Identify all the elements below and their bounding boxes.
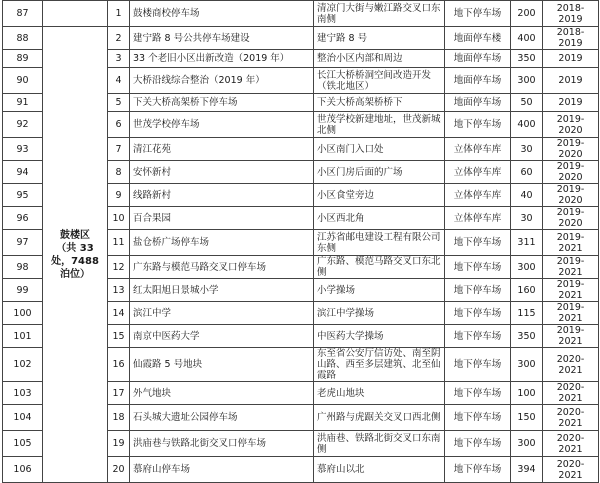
row-index: 95	[3, 184, 43, 207]
build-years: 2019	[543, 68, 599, 94]
space-count: 400	[511, 112, 543, 138]
build-years: 2019-2020	[543, 112, 599, 138]
parking-type: 地下停车场	[445, 302, 511, 325]
space-count: 160	[511, 279, 543, 302]
project-name: 慕府山停车场	[130, 457, 314, 483]
row-number: 4	[108, 68, 130, 94]
row-number: 17	[108, 382, 130, 405]
project-location: 洪庙巷、铁路北街交叉口东南侧	[314, 431, 445, 457]
row-number: 16	[108, 348, 130, 382]
row-index: 103	[3, 382, 43, 405]
row-number: 1	[108, 1, 130, 27]
parking-type: 地下停车场	[445, 279, 511, 302]
project-name: 石头城大遗址公园停车场	[130, 405, 314, 431]
project-location: 东至省公安厅信访处、南至阴山路、西至多层建筑、北至仙霞路	[314, 348, 445, 382]
parking-type: 地下停车场	[445, 230, 511, 256]
table-row	[3, 27, 599, 50]
space-count: 30	[511, 138, 543, 161]
space-count: 300	[511, 68, 543, 94]
project-location: 滨江中学操场	[314, 302, 445, 325]
project-name: 红太阳旭日景城小学	[130, 279, 314, 302]
build-years: 2018-2019	[543, 1, 599, 27]
build-years: 2020-2021	[543, 431, 599, 457]
space-count: 400	[511, 27, 543, 50]
project-location: 下关大桥高架桥桥下	[314, 94, 445, 112]
project-name: 清江花苑	[130, 138, 314, 161]
row-index: 96	[3, 207, 43, 230]
row-number: 7	[108, 138, 130, 161]
parking-type: 地面停车场	[445, 50, 511, 68]
project-location: 江苏省邮电建设工程有限公司东侧	[314, 230, 445, 256]
space-count: 100	[511, 382, 543, 405]
project-name: 百合果园	[130, 207, 314, 230]
table-body	[3, 1, 599, 483]
space-count: 200	[511, 1, 543, 27]
project-name: 外气地块	[130, 382, 314, 405]
parking-type: 地面停车楼	[445, 27, 511, 50]
project-name: 仙霞路 5 号地块	[130, 348, 314, 382]
row-index: 94	[3, 161, 43, 184]
project-location: 整治小区内部和周边	[314, 50, 445, 68]
row-index: 87	[3, 1, 43, 27]
project-location: 小区西北角	[314, 207, 445, 230]
district-cell	[43, 27, 108, 483]
project-name: 线路新村	[130, 184, 314, 207]
project-name: 滨江中学	[130, 302, 314, 325]
row-index: 93	[3, 138, 43, 161]
build-years: 2020-2021	[543, 405, 599, 431]
project-name: 南京中医药大学	[130, 325, 314, 348]
project-name: 洪庙巷与铁路北街交叉口停车场	[130, 431, 314, 457]
build-years: 2020-2021	[543, 457, 599, 483]
space-count: 311	[511, 230, 543, 256]
project-location: 广州路与虎踞关交叉口西北侧	[314, 405, 445, 431]
district-summary: （共 33 处，7488 泊位）	[51, 242, 99, 280]
row-index: 106	[3, 457, 43, 483]
project-location: 慕府山以北	[314, 457, 445, 483]
row-index: 90	[3, 68, 43, 94]
row-index: 92	[3, 112, 43, 138]
row-index: 100	[3, 302, 43, 325]
row-number: 13	[108, 279, 130, 302]
row-number: 20	[108, 457, 130, 483]
build-years: 2019-2021	[543, 325, 599, 348]
project-location: 长江大桥桥洞空间改造开发（铁北地区）	[314, 68, 445, 94]
parking-type: 地下停车场	[445, 348, 511, 382]
space-count: 300	[511, 431, 543, 457]
parking-type: 地下停车场	[445, 256, 511, 279]
row-index: 88	[3, 27, 43, 50]
space-count: 30	[511, 207, 543, 230]
row-number: 18	[108, 405, 130, 431]
parking-type: 地下停车场	[445, 325, 511, 348]
district-cell-top	[43, 1, 108, 27]
project-name: 建宁路 8 号公共停车场建设	[130, 27, 314, 50]
space-count: 60	[511, 161, 543, 184]
project-name: 鼓楼商校停车场	[130, 1, 314, 27]
build-years: 2019-2020	[543, 161, 599, 184]
project-name: 广东路与模范马路交叉口停车场	[130, 256, 314, 279]
project-location: 老虎山地块	[314, 382, 445, 405]
build-years: 2019-2020	[543, 138, 599, 161]
row-number: 6	[108, 112, 130, 138]
parking-type: 地下停车场	[445, 382, 511, 405]
table-row	[3, 1, 599, 27]
project-location: 广东路、模范马路交叉口东北侧	[314, 256, 445, 279]
project-location: 小学操场	[314, 279, 445, 302]
build-years: 2019-2021	[543, 230, 599, 256]
row-number: 3	[108, 50, 130, 68]
project-name: 33 个老旧小区出新改造（2019 年）	[130, 50, 314, 68]
project-name: 盐仓桥广场停车场	[130, 230, 314, 256]
row-index: 105	[3, 431, 43, 457]
row-number: 5	[108, 94, 130, 112]
space-count: 350	[511, 325, 543, 348]
build-years: 2019-2021	[543, 302, 599, 325]
row-index: 99	[3, 279, 43, 302]
row-index: 97	[3, 230, 43, 256]
row-index: 101	[3, 325, 43, 348]
parking-projects-table	[2, 0, 599, 483]
project-location: 清凉门大街与嫩江路交叉口东南侧	[314, 1, 445, 27]
build-years: 2019-2021	[543, 256, 599, 279]
parking-type: 地面停车场	[445, 68, 511, 94]
project-location: 世茂学校新建地址，世茂新城北侧	[314, 112, 445, 138]
row-index: 89	[3, 50, 43, 68]
space-count: 115	[511, 302, 543, 325]
space-count: 50	[511, 94, 543, 112]
project-location: 建宁路 8 号	[314, 27, 445, 50]
project-location: 中医药大学操场	[314, 325, 445, 348]
row-index: 104	[3, 405, 43, 431]
space-count: 300	[511, 348, 543, 382]
space-count: 350	[511, 50, 543, 68]
space-count: 394	[511, 457, 543, 483]
row-number: 10	[108, 207, 130, 230]
parking-type: 立体停车库	[445, 184, 511, 207]
space-count: 40	[511, 184, 543, 207]
district-name: 鼓楼区	[60, 229, 90, 241]
row-index: 91	[3, 94, 43, 112]
row-number: 14	[108, 302, 130, 325]
parking-type: 地下停车场	[445, 405, 511, 431]
build-years: 2020-2021	[543, 348, 599, 382]
project-location: 小区门房后面的广场	[314, 161, 445, 184]
row-number: 8	[108, 161, 130, 184]
project-location: 小区食堂旁边	[314, 184, 445, 207]
parking-type: 地下停车场	[445, 457, 511, 483]
parking-type: 地下停车场	[445, 431, 511, 457]
parking-type: 立体停车库	[445, 138, 511, 161]
row-index: 98	[3, 256, 43, 279]
build-years: 2019-2021	[543, 279, 599, 302]
build-years: 2019	[543, 94, 599, 112]
project-location: 小区南门入口处	[314, 138, 445, 161]
build-years: 2019	[543, 50, 599, 68]
parking-type: 地下停车场	[445, 112, 511, 138]
parking-type: 立体停车库	[445, 207, 511, 230]
row-number: 11	[108, 230, 130, 256]
parking-type: 立体停车库	[445, 161, 511, 184]
space-count: 150	[511, 405, 543, 431]
project-name: 世茂学校停车场	[130, 112, 314, 138]
parking-type: 地面停车场	[445, 94, 511, 112]
build-years: 2019-2020	[543, 207, 599, 230]
parking-type: 地下停车场	[445, 1, 511, 27]
build-years: 2020-2021	[543, 382, 599, 405]
row-number: 19	[108, 431, 130, 457]
project-name: 下关大桥高架桥下停车场	[130, 94, 314, 112]
row-number: 2	[108, 27, 130, 50]
row-index: 102	[3, 348, 43, 382]
project-name: 大桥沿线综合整治（2019 年）	[130, 68, 314, 94]
project-name: 安怀新村	[130, 161, 314, 184]
row-number: 12	[108, 256, 130, 279]
build-years: 2018-2019	[543, 27, 599, 50]
row-number: 15	[108, 325, 130, 348]
row-number: 9	[108, 184, 130, 207]
build-years: 2019-2020	[543, 184, 599, 207]
space-count: 300	[511, 256, 543, 279]
